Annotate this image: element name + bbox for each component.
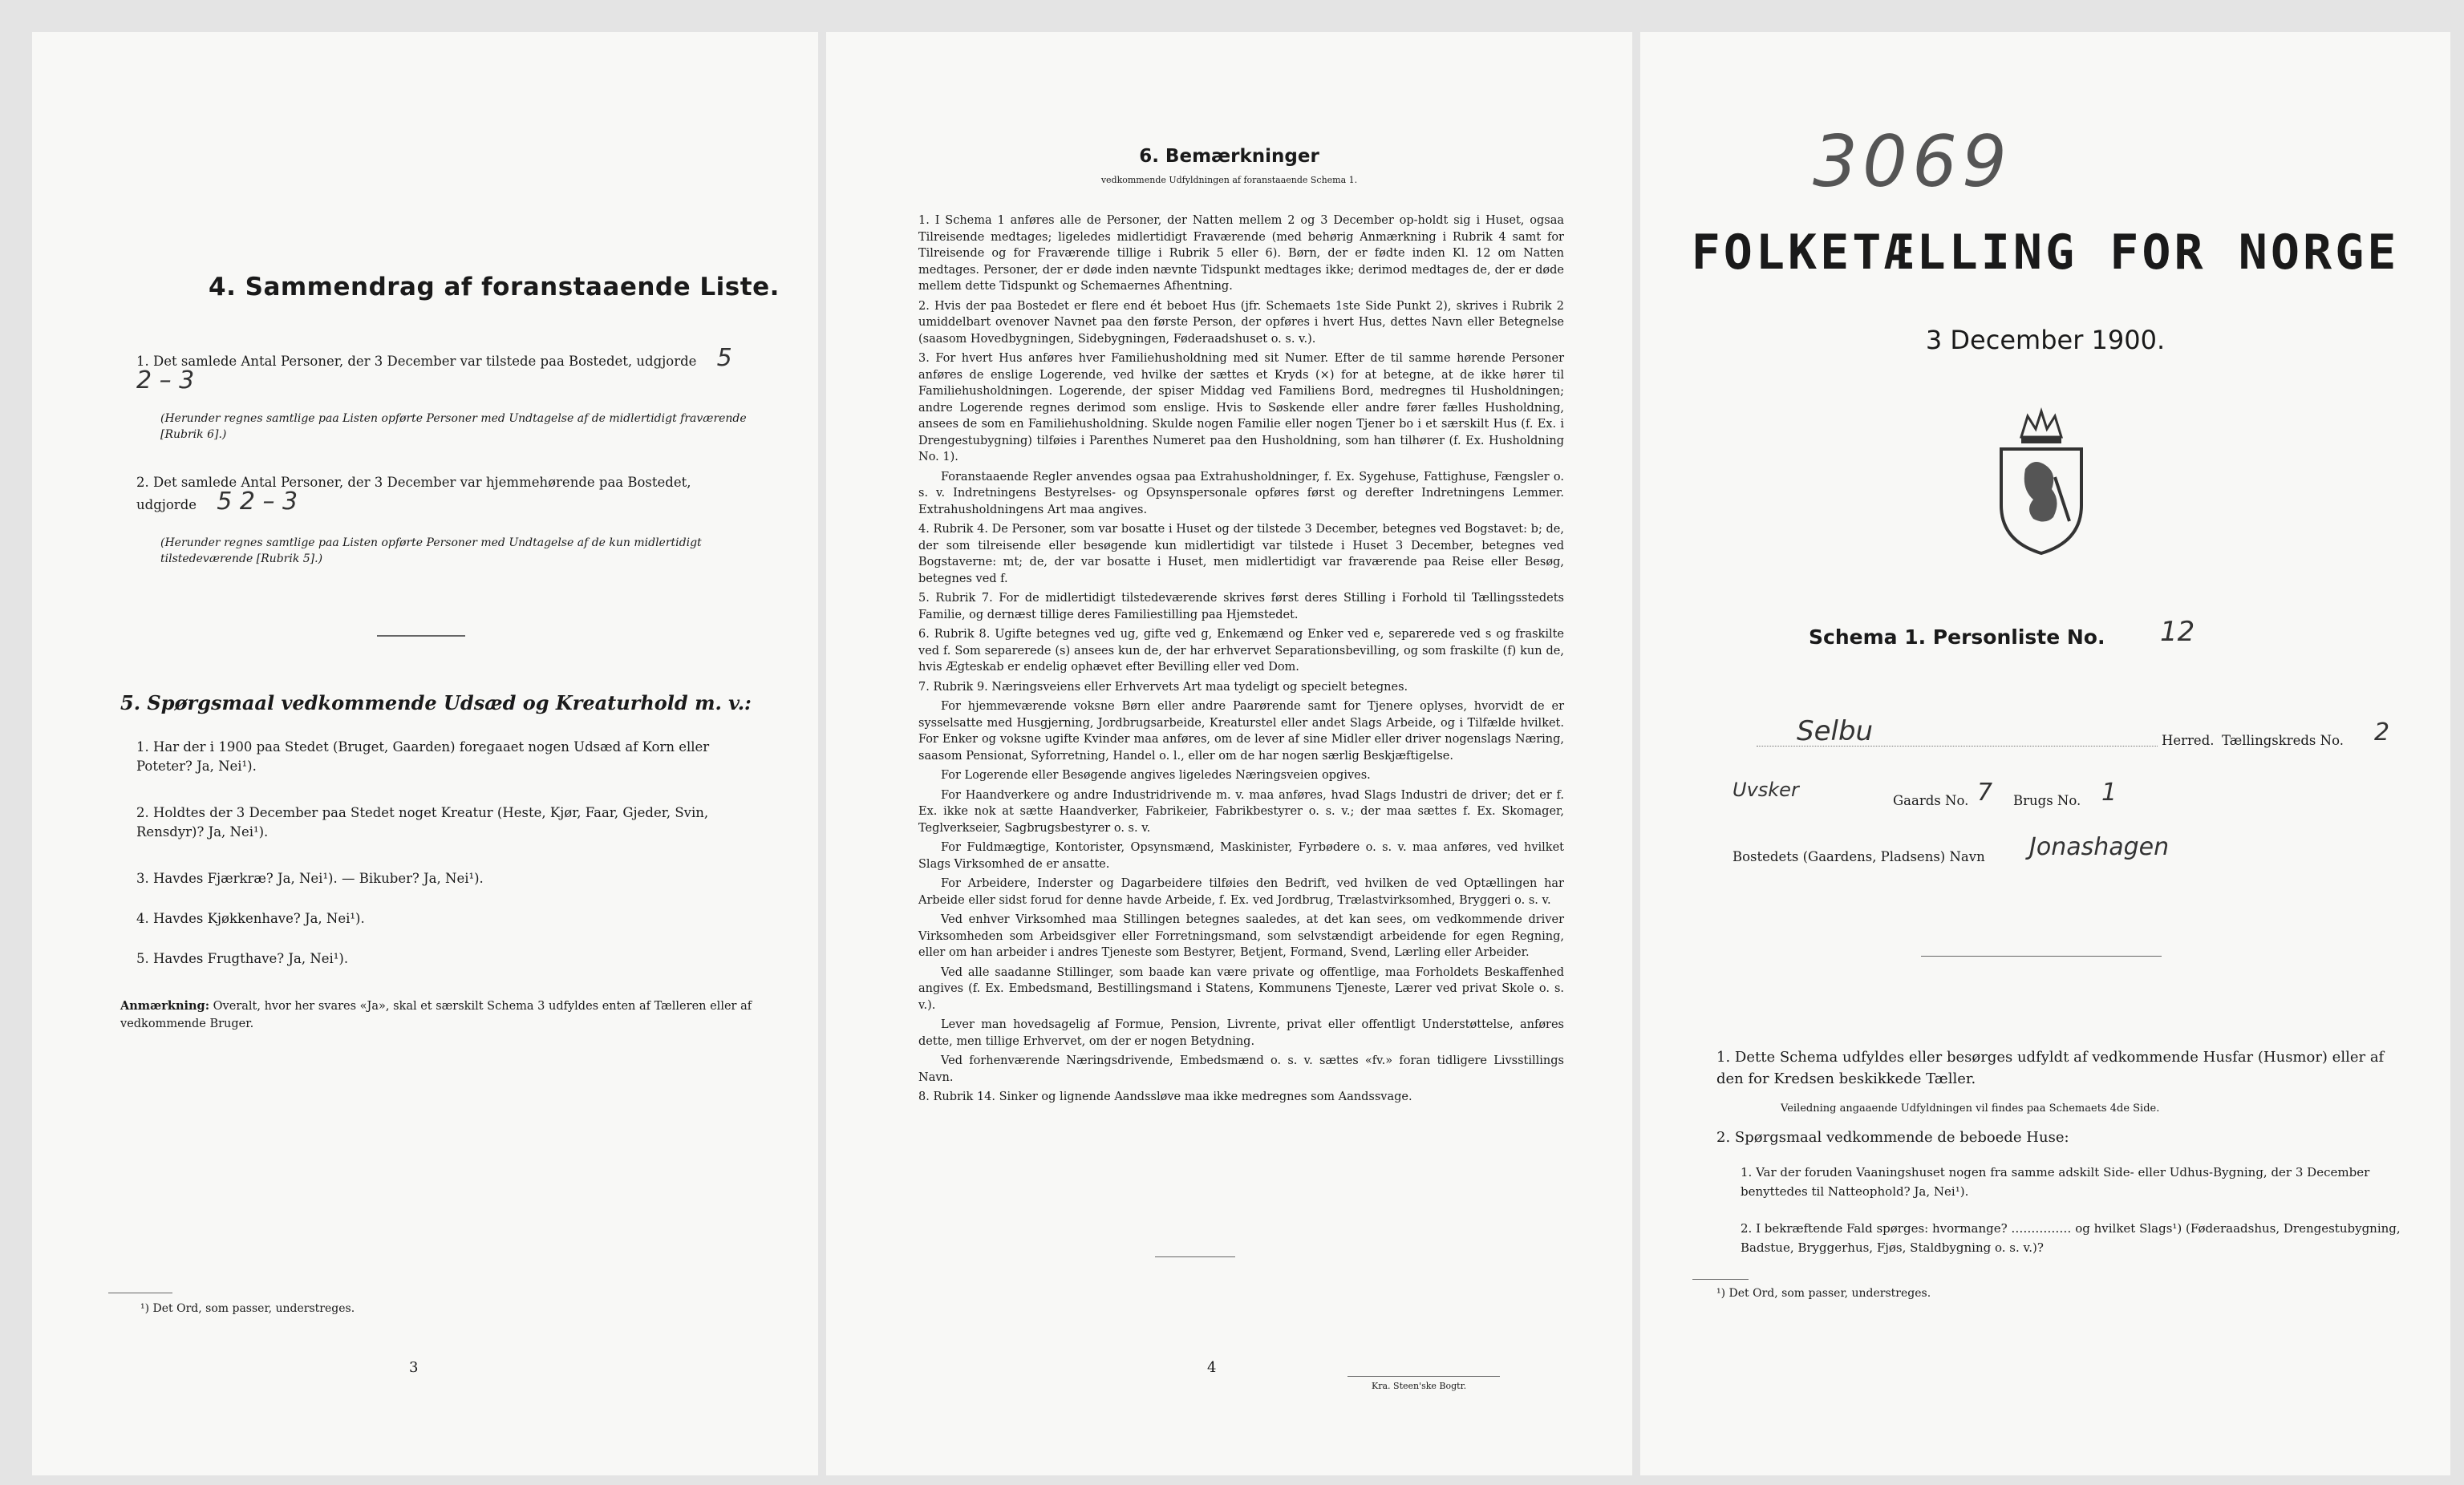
census-date: 3 December 1900. [1925,325,2166,355]
annotation [120,997,762,1033]
question-2: 2. Holdtes der 3 December paa Stedet noget Kreatur (Heste, Kjør, Faar, Gjeder, Svin, Rensdyr)? Ja, Nei¹). [136,805,709,840]
remark-item: Lever man hovedsagelig af Formue, Pension, Livrente, privat eller offentligt Understøttelse, anføres dette, men tillige Erhvervet, om der er nogen Betydning. [918,1018,1564,1048]
instruction-2-q2: 2. I bekræftende Fald spørges: hvormange? …………… og hvilket Slags¹) (Føderaadshus, Drengestubygning, Badstue, Bryggerhus, Fjøs, Staldbygning o. s. v.)? [1741,1221,2401,1255]
herred-line [1757,746,2158,747]
gaard-row [1732,779,2414,822]
instruction-2: 2. Spørgsmaal vedkommende de beboede Huse: [1716,1129,2069,1146]
question-5: 5. Havdes Frugthave? Ja, Nei¹). [136,951,349,966]
question-3: 3. Havdes Fjærkræ? Ja, Nei¹). — Bikuber? Ja, Nei¹). [136,871,484,886]
footnote-rule [1692,1279,1749,1280]
summary-item-2-text: 2. Det samlede Antal Personer, der 3 December var hjemmehørende paa Bostedet, udgjorde [136,475,691,512]
remark-item: For hjemmeværende voksne Børn eller andre Paarørende samt for Tjenere oplyses, hvorvidt de er sysselsatte med Husgjerning, Jordbrugsarbeide, Kreaturstel eller andet Slags Arbeide, og i Tilfælde hvilket. For Enker og voksne ugifte Kvinder maa anføres, om de lever af sine Midler eller driver nogenslags Næring, saasom Pensionat, Syforretning, Handel o. l., eller om de har nogen særlig Beskjæftigelse. [918,700,1564,763]
census-title: FOLKETÆLLING FOR NORGE [1691,225,2400,281]
remark-item: 7. Rubrik 9. Næringsveiens eller Erhvervets Art maa tydeligt og specielt betegnes. [918,680,1408,694]
remark-item: Foranstaaende Regler anvendes ogsaa paa Extrahusholdninger, f. Ex. Sygehuse, Fattighuse, Fængsler o. s. v. Indretningens Bestyrelses- og Opsynspersonale opføres først og derefter Indretningens Lemmer. Extrahusholdningens Art maa angives. [918,470,1564,516]
schema-number: 12 [2160,616,2195,648]
remark-item: 5. Rubrik 7. For de midlertidigt tilstedeværende skrives først deres Stilling i Forhold til Tællingsstedets Familie, og dernæst tillige deres Familiestilling paa Hjemstedet. [918,592,1564,621]
question-1: 1. Har der i 1900 paa Stedet (Bruget, Gaarden) foregaaet nogen Udsæd af Korn eller Poteter? Ja, Nei¹). [136,739,710,774]
remark-item: Ved enhver Virksomhed maa Stillingen betegnes saaledes, at det kan sees, om vedkommende driver Virksomheden som Arbeidsgiver eller Forretningsmand, som selvstændigt arbeidende for egen Regning, eller om han arbeider i andres Tjeneste som Bestyrer, Betjent, Formand, Svend, Lærling eller Arbeider. [918,913,1564,959]
bosted-value: Jonashagen [2029,833,2170,861]
remark-item: For Haandverkere og andre Industridrivende m. v. maa anføres, hvad Slags Industri de driver; det er f. Ex. ikke nok at sætte Haandverker, Fabrikeier, Fabrikbestyrer o. s. v.; der maa sættes f. Ex. Skomager, Teglverkseier, Sagbrugsbestyrer o. s. v. [918,788,1564,835]
kreds-value: 2 [2374,718,2390,747]
printer-rule [1348,1376,1500,1377]
bosted-row [1732,833,2414,878]
instruction-1-sub: Veiledning angaaende Udfyldningen vil findes paa Schemaets 4de Side. [1781,1103,2160,1115]
remark-item: 8. Rubrik 14. Sinker og lignende Aandssløve maa ikke medregnes som Aandssvage. [918,1090,1412,1103]
remark-item: 1. I Schema 1 anføres alle de Personer, der Natten mellem 2 og 3 December op-holdt sig i Huset, ogsaa Tilreisende medtages; ligeledes midlertidigt Fraværende (med behørig Anmærkning i Rubrik 4 samt for Tilreisende og for Fraværende tillige i Rubrik 5 eller 6). Børn, der er fødte inden Kl. 12 om Natten medtages. Personer, der er døde inden nævnte Tidspunkt medtages ikke; derimod medtages de, der er døde mellem dette Tidspunkt og Schemaernes Afhentning. [918,214,1564,293]
remark-item: Ved forhenværende Næringsdrivende, Embedsmænd o. s. v. sættes «fv.» foran tidligere Livsstillings Navn. [918,1054,1564,1084]
remark-item: 3. For hvert Hus anføres hver Familiehusholdning med sit Numer. Efter de til samme hørende Personer anføres de enslige Logerende, ved hvilke der sættes et Kryds (×) for at betegne, at de ikke hører til Familiehusholdningen. Logerende, der spiser Middag ved Familiens Bord, medregnes til Husholdningen; andre Logerende regnes derimod som enslige. Hvis to Søskende eller andre fører fælles Husholdning, ansees de som en Familiehusholdning. Skulde nogen Familie eller nogen Tjener bo i et særskilt Hus (f. Ex. i Drengestubygning) tilføies i Parenthes Numeret paa den Husholdning, som han tilhører (f. Ex. Husholdning No. 1). [918,352,1564,463]
divider [1921,956,2162,957]
summary-item-1-note: (Herunder regnes samtlige paa Listen opførte Personer med Undtagelse af de midlertidigt fraværende [Rubrik 6].) [160,412,747,441]
divider [377,635,465,637]
gaard-prefix: Uvsker [1732,779,1799,801]
remarks-subheading: vedkommende Udfyldningen af foranstaaende Schema 1. [1100,175,1358,185]
gaard-value: 7 [1977,779,1993,807]
norway-lion-crest-icon [1989,405,2093,557]
annotation-text: Overalt, hvor her svares «Ja», skal et særskilt Schema 3 udfyldes enten af Tælleren eller af vedkommende Bruger. [120,1000,752,1030]
printer-imprint: Kra. Steen'ske Bogtr. [1372,1381,1467,1391]
summary-item-2-note: (Herunder regnes samtlige paa Listen opførte Personer med Undtagelse af de kun midlertidigt tilstedeværende [Rubrik 5].) [160,536,702,565]
section-5-heading: 5. Spørgsmaal vedkommende Udsæd og Kreaturhold m. v.: [120,691,752,714]
remark-item: For Arbeidere, Inderster og Dagarbeidere tilføies den Bedrift, ved hvilken de ved Optællingen har Arbeide eller sidst forud for denne havde Arbeide, f. Ex. ved Jordbrug, Trælastvirksomhed, Bryggeri o. s. v. [918,877,1564,907]
footnote: ¹) Det Ord, som passer, understreges. [140,1302,355,1315]
summary-item-1-text: 1. Det samlede Antal Personer, der 3 December var tilstede paa Bostedet, udgjorde [136,354,697,369]
divider [1155,1256,1235,1257]
schema-label: Schema 1. Personliste No. [1809,625,2105,649]
archive-number: 3069 [1813,120,2012,203]
summary-item-1-values: 5 2 – 3 [136,344,732,395]
instruction-2-q1: 1. Var der foruden Vaaningshuset nogen fra samme adskilt Side- eller Udhus-Bygning, der 3 December benyttedes til Natteophold? Ja, Nei¹). [1741,1165,2370,1199]
annotation-label: Anmærkning: [120,999,210,1013]
bosted-label: Bostedets (Gaardens, Pladsens) Navn [1732,849,1985,864]
summary-item-2-values: 5 2 – 3 [217,488,298,516]
remark-item: 2. Hvis der paa Bostedet er flere end ét beboet Hus (jfr. Schemaets 1ste Side Punkt 2), skrives i Rubrik 2 umiddelbart ovenover Navnet paa den første Person, der opføres i hvert Hus, dettes Navn eller Betegnelse (saasom Hovedbygningen, Sidebygningen, Føderaadshuset o. s. v.). [918,299,1564,346]
summary-item-1 [136,344,754,395]
remark-item: 4. Rubrik 4. De Personer, som var bosatte i Huset og der tilstede 3 December, betegnes ved Bogstavet: b; de, der som tilreisende eller besøgende kun midlertidigt var tilstede i Huset 3 December, betegnes ved Bogstaverne: mt; de, der var bosatte i Huset, men midlertidigt var fraværende paa Reise eller Besøg, betegnes ved f. [918,523,1564,585]
remarks-list [918,212,1564,1109]
section-4-heading: 4. Sammendrag af foranstaaende Liste. [209,273,780,301]
remark-item: 6. Rubrik 8. Ugifte betegnes ved ug, gifte ved g, Enkemænd og Enker ved e, separerede ved s og fraskilte ved f. Som separerede (s) ansees kun de, der har erhvervet Separationsbevilling, og som fraskilte (f) kun de, hvis Ægteskab er endelig ophævet efter Bevilling eller ved Dom. [918,628,1564,674]
page-right [1640,32,2450,1475]
instruction-1: 1. Dette Schema udfyldes eller besørges udfyldt af vedkommende Husfar (Husmor) eller af den for Kredsen beskikkede Tæller. [1716,1049,2385,1087]
remark-item: Ved alle saadanne Stillinger, som baade kan være private og offentlige, maa Forholdets Beskaffenhed angives (f. Ex. Embedsmand, Bestillingsmand i Statens, Kommunens Tjeneste, Lærer ved privat Skole o. s. v.). [918,965,1564,1012]
herred-row [1732,715,2414,762]
herred-value: Selbu [1797,715,1874,747]
page-middle [826,32,1632,1475]
brugs-label: Brugs No. [2013,793,2081,808]
brugs-value: 1 [2101,779,2118,807]
page-number: 4 [1207,1359,1217,1376]
gaard-label: Gaards No. [1893,793,1969,808]
kreds-label: Tællingskreds No. [2222,733,2344,748]
page-number: 3 [409,1359,419,1376]
herred-label: Herred. [2162,733,2215,748]
remark-item: For Logerende eller Besøgende angives ligeledes Næringsveien opgives. [941,769,1371,782]
remark-item: For Fuldmægtige, Kontorister, Opsynsmænd, Maskinister, Fyrbødere o. s. v. maa anføres, ved hvilket Slags Virksomhed de er ansatte. [918,841,1564,871]
footnote: ¹) Det Ord, som passer, understreges. [1716,1287,1931,1300]
remarks-heading: 6. Bemærkninger [1139,146,1319,167]
summary-item-2 [136,473,754,515]
question-4: 4. Havdes Kjøkkenhave? Ja, Nei¹). [136,911,365,926]
page-left [32,32,818,1475]
